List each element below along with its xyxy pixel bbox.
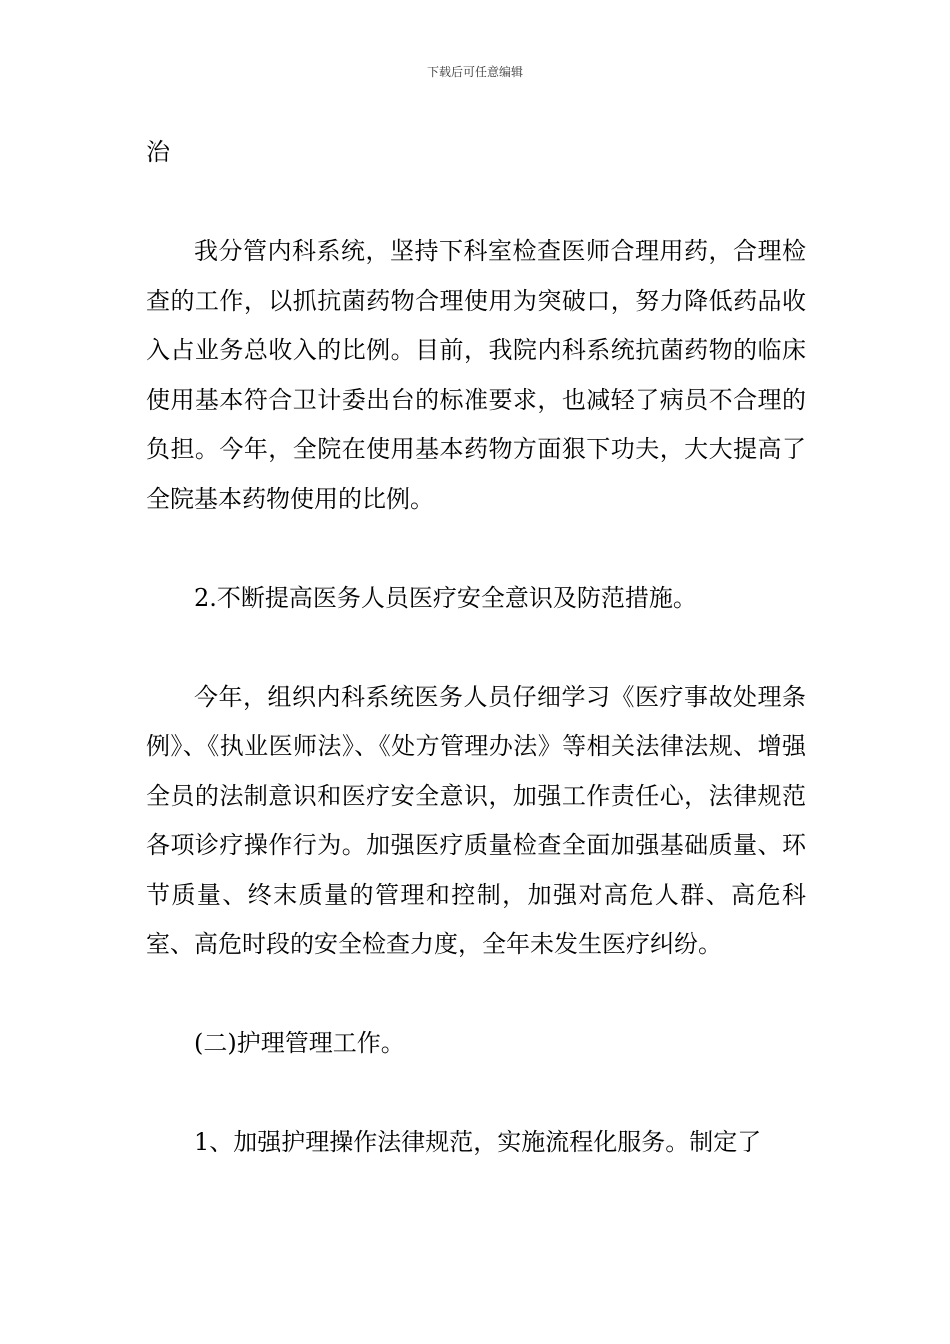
document-body (146, 128, 806, 1168)
section-heading-nursing: (二)护理管理工作。 (194, 1029, 405, 1057)
paragraph-nursing: 1、加强护理操作法律规范，实施流程化服务。制定了 (194, 1128, 762, 1156)
paragraph-safety: 今年，组织内科系统医务人员仔细学习《医疗事故处理条例》、《执业医师法》、《处方管理办法》等相关法律法规、增强全员的法制意识和医疗安全意识，加强工作责任心，法律规范各项诊疗操作行为。加强医疗质量检查全面加强基础质量、环节质量、终末质量的管理和控制，加强对高危人群、高危科室、高危时段的安全检查力度，全年未发生医疗纠纷。 (146, 682, 806, 958)
paragraph-medication: 我分管内科系统，坚持下科室检查医师合理用药，合理检查的工作，以抓抗菌药物合理使用为突破口，努力降低药品收入占业务总收入的比例。目前，我院内科系统抗菌药物的临床使用基本符合卫计委出台的标准要求，也减轻了病员不合理的负担。今年，全院在使用基本药物方面狠下功夫，大大提高了全院基本药物使用的比例。 (146, 237, 806, 513)
paragraph-continuation: 治 (146, 138, 170, 166)
page-header: 下载后可任意编辑 (426, 65, 523, 79)
section-heading-safety: 2.不断提高医务人员医疗安全意识及防范措施。 (194, 583, 697, 612)
